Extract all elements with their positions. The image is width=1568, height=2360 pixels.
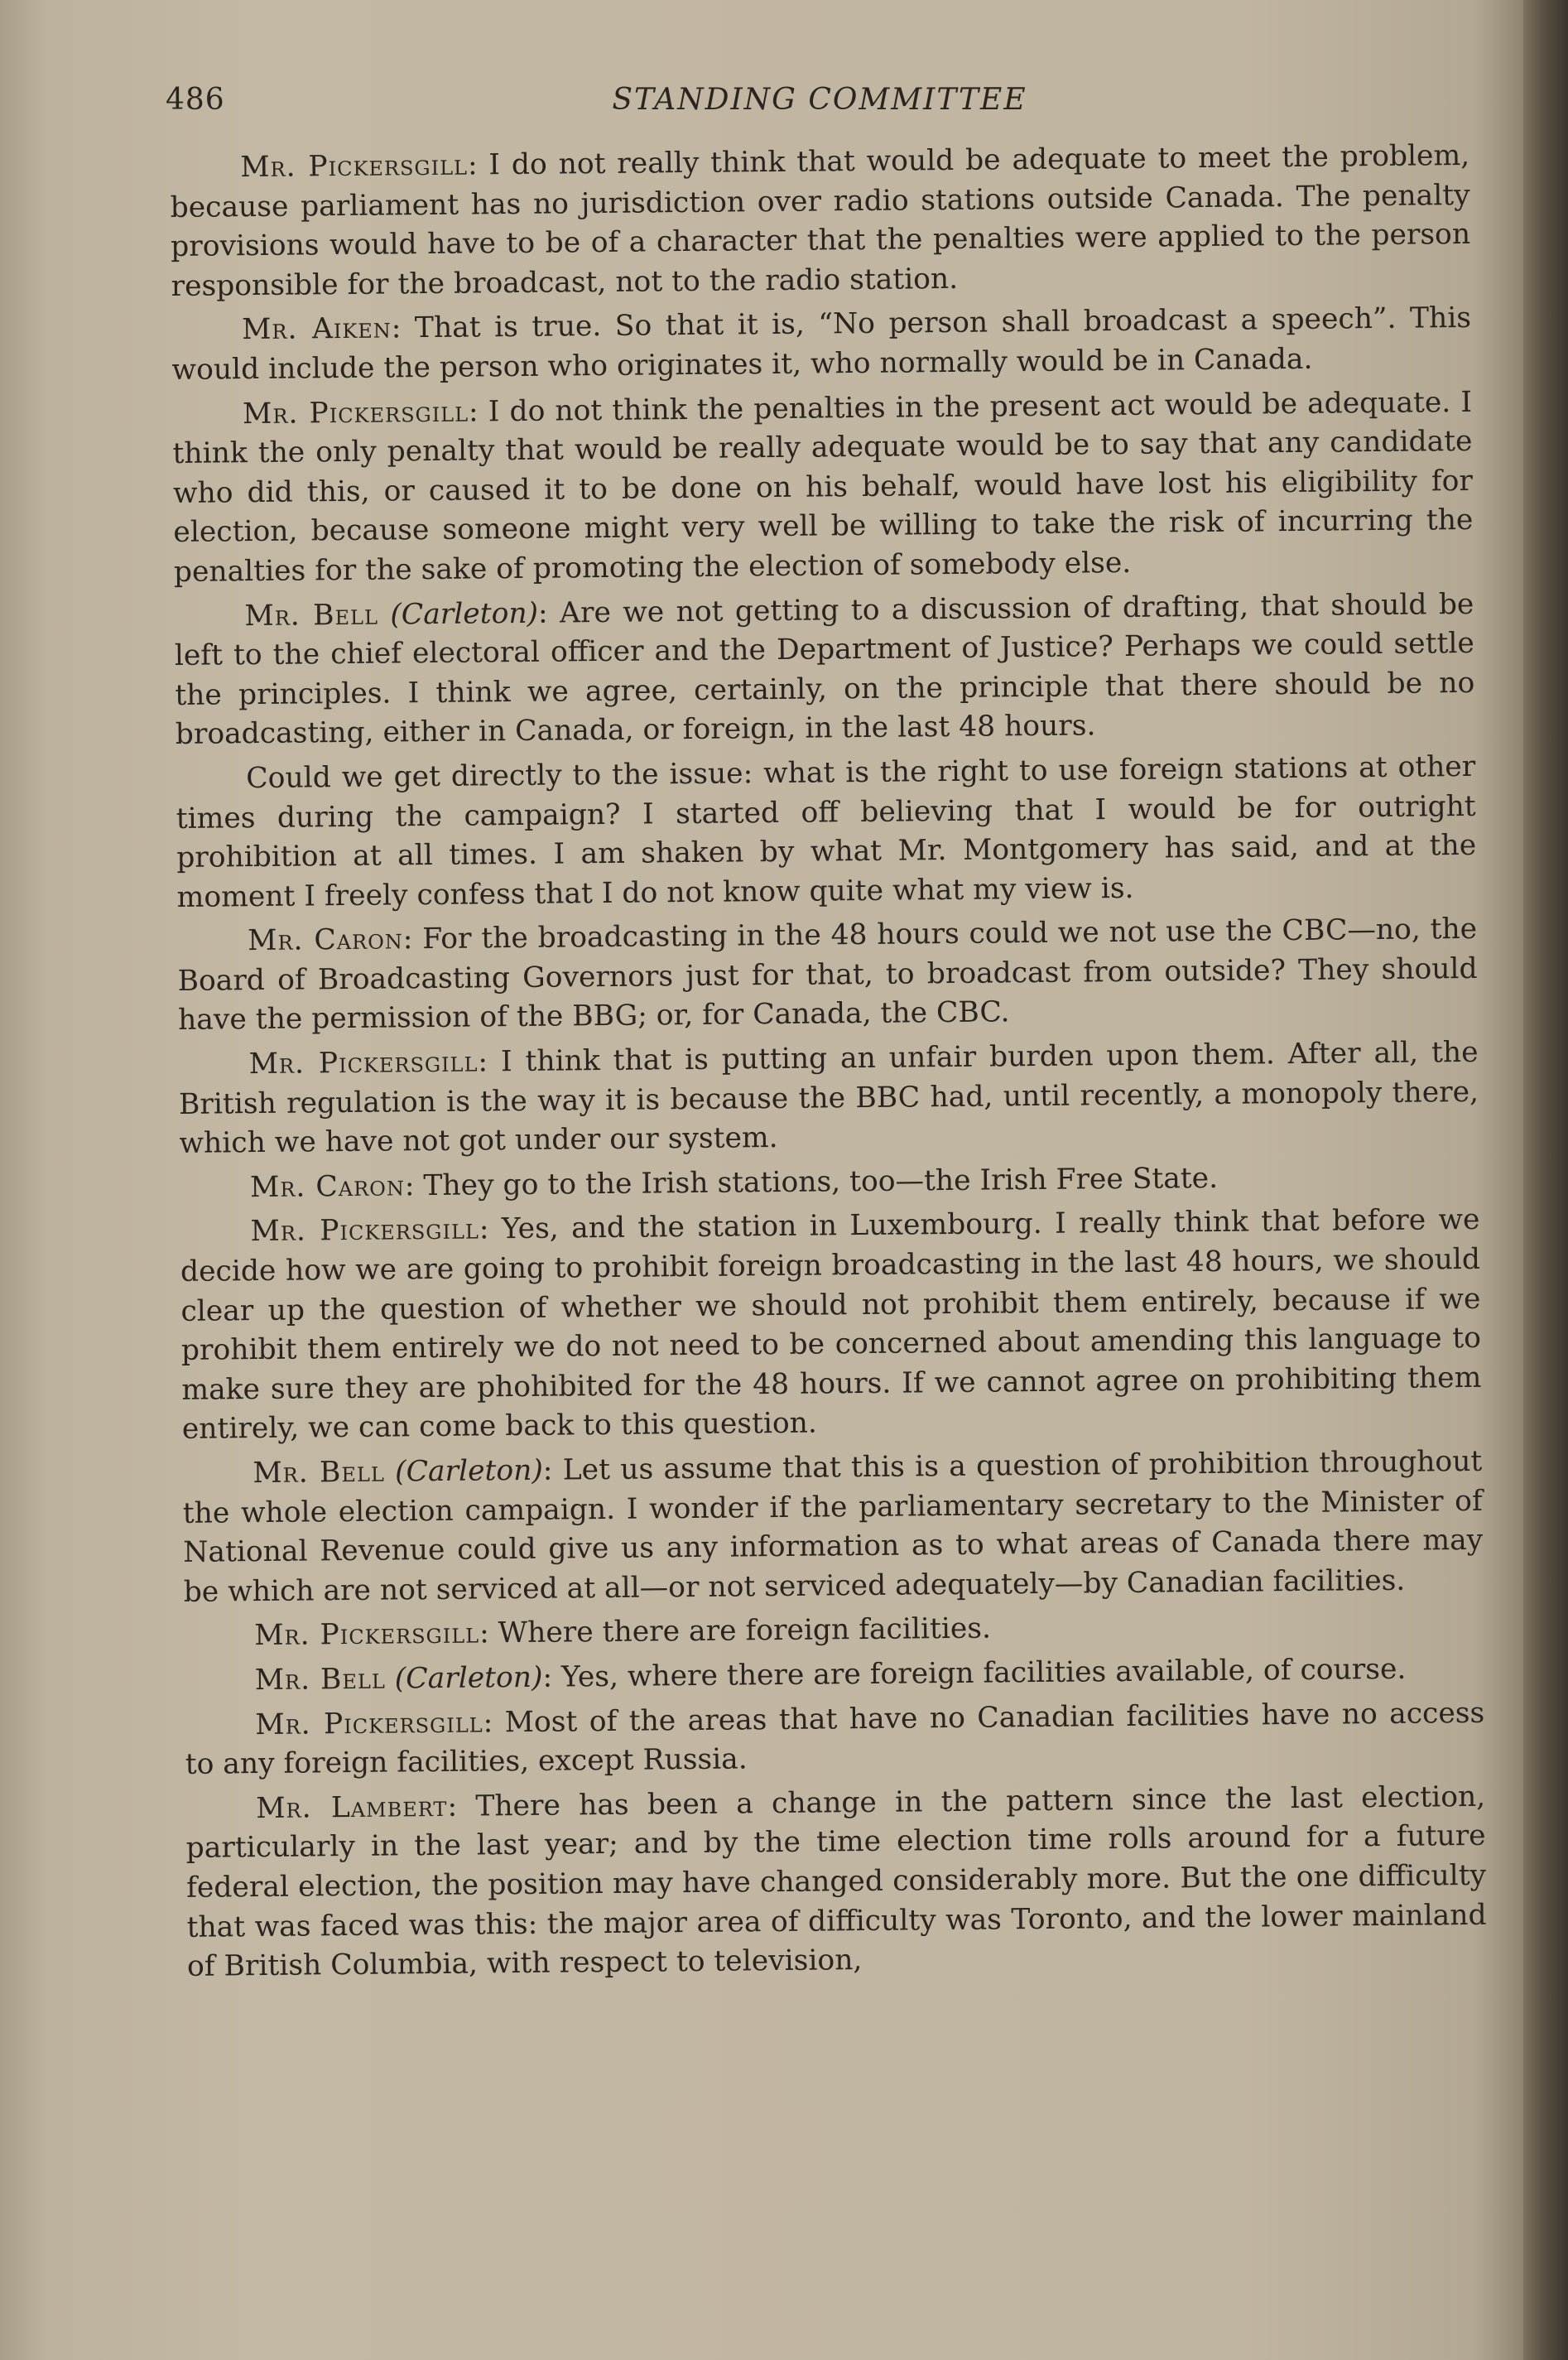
paragraph: Mr. Pickersgill: I do not think the penalties in the present act would be adequate. I think the only penalty that would be really adequate would be to say that any candidate who did this, or caused it to be done on his behalf, would have lost his eligibility for election, because someone might very well be willing to take the risk of incurring the penalties for the sake of promoting the election of somebody else. [172, 385, 1474, 589]
paragraph [176, 748, 1477, 918]
paragraph: Mr. Pickersgill: I do not really think that would be adequate to meet the problem, because parliament has no jurisdiction over radio stations outside Canada. The penalty provisions would have to be of a character that the penalties were applied to the person responsible for the broadcast, not to the radio station. [170, 138, 1471, 303]
speaker-name: Mr. Pickersgill [248, 1045, 479, 1081]
speaker-riding: (Carleton) [394, 1660, 543, 1696]
speaker-name: Mr. Pickersgill [240, 148, 469, 185]
paragraph: Mr. Bell (Carleton): Yes, where there are foreign facilities available, of course. [254, 1652, 1407, 1698]
paragraph-text: Are we not getting to a discussion of drafting, that should be left to the chief electoral officer and the Department of Justice? Perhaps we could settle the principles. I think we agree, certainly, on the principle that there should be no broadcasting, either in Canada, or foreign, in the last 48 hours. [174, 587, 1475, 752]
speaker-name: Mr. Bell [244, 598, 379, 633]
speaker-name: Mr. Caron [247, 922, 404, 958]
speaker-name: Mr. Bell [254, 1662, 387, 1698]
paragraph: Mr. Pickersgill: Where there are foreign facilities. [254, 1611, 992, 1653]
speaker-riding: (Carleton) [390, 596, 539, 631]
paragraph-text: There has been a change in the pattern since the last election, particularly in the last year; and by the time election time rolls around for a future federal election, the position may have changed considerably more. But the one difficulty that was faced was this: the major area of difficulty was Toronto, and the lower mainland of British Columbia, with respect to television, [185, 1780, 1487, 1984]
speaker-name: Mr. Bell [253, 1455, 385, 1491]
paragraph-text: I do not really think that would be adequate to meet the problem, because parliament has no jurisdiction over radio stations outside Canada. The penalty provisions would have to be of a character that the penalties were applied to the person responsible for the broadcast, not to the radio station. [170, 138, 1471, 303]
paragraph-text: That is true. So that it is, “No person shall broadcast a speech”. This would include the person who originates it, who normally would be in Canada. [171, 301, 1472, 387]
paragraph-text: They go to the Irish stations, too—the Irish Free State. [423, 1161, 1219, 1202]
speaker-name: Mr. Pickersgill [250, 1212, 480, 1249]
paragraph: Mr. Pickersgill: I think that is putting an unfair burden upon them. After all, the British regulation is the way it is because the BBC had, until recently, a monopoly there, which we have not got under our system. [178, 1035, 1479, 1161]
page-header [166, 83, 1474, 132]
paragraph-text: Where there are foreign facilities. [498, 1611, 992, 1650]
paragraph-text: I do not think the penalties in the present act would be adequate. I think the only penalty that would be really adequate would be to say that any candidate who did this, or caused it to be done on his behalf, would have lost his eligibility for election, because someone might very well be willing to take the risk of incurring the penalties for the sake of promoting the election of somebody else. [172, 385, 1474, 589]
paragraph: Mr. Lambert: There has been a change in the pattern since the last election, particularly in the last year; and by the time election time rolls around for a future federal election, the position may have changed considerably more. But the one difficulty that was faced was this: the major area of difficulty was Toronto, and the lower mainland of British Columbia, with respect to television, [185, 1780, 1487, 1984]
speaker-riding: (Carleton) [394, 1453, 544, 1489]
running-head: STANDING COMMITTEE [612, 83, 1027, 117]
book-spine-edge [1523, 0, 1568, 2360]
body-text [170, 137, 1487, 1992]
speaker-name: Mr. Caron [249, 1169, 406, 1204]
paragraph-text: Could we get directly to the issue: what is the right to use foreign stations at other times during the campaign? I started off believing that I would be for outright prohibition at all times. I am shaken by what Mr. Montgomery has said, and at the moment I freely confess that I do not know quite what my view is. [176, 749, 1477, 914]
paragraph-text: For the broadcasting in the 48 hours could we not use the CBC—no, the Board of Broadcasting Governors just for that, to broadcast from outside? They should have the permission of the BBG; or, for Canada, the CBC. [177, 913, 1478, 1038]
page-number: 486 [166, 83, 225, 117]
paragraph-text: Let us assume that this is a question of prohibition throughout the whole election campaign. I wonder if the parliamentary secretary to the Minister of National Revenue could give us any information as to what areas of Canada there may be which are not serviced at all—or not serviced adequately—by Canadian facilities. [182, 1444, 1484, 1609]
paragraph-text: I think that is putting an unfair burden upon them. After all, the British regulation is the way it is because the BBC had, until recently, a monopoly there, which we have not got under our system. [178, 1035, 1479, 1161]
speaker-name: Mr. Aiken [241, 311, 392, 347]
paragraph-text: Yes, where there are foreign facilities available, of course. [560, 1652, 1407, 1694]
paragraph: Mr. Aiken: That is true. So that it is, “No person shall broadcast a speech”. This would include the person who originates it, who normally would be in Canada. [171, 301, 1472, 387]
speaker-name: Mr. Pickersgill [242, 395, 469, 431]
speaker-name: Mr. Lambert [256, 1789, 448, 1825]
paragraph: Mr. Caron: For the broadcasting in the 48 hours could we not use the CBC—no, the Board of Broadcasting Governors just for that, to broadcast from outside? They should have the permission of the BBG; or, for Canada, the CBC. [177, 913, 1478, 1038]
paragraph: Mr. Pickersgill: Yes, and the station in Luxembourg. I really think that before we decide how we are going to prohibit foreign broadcasting in the last 48 hours, we should clear up the question of whether we should not prohibit them entirely, because if we prohibit them entirely we do not need to be concerned about amending this language to make sure they are phohibited for the 48 hours. If we cannot agree on prohibiting them entirely, we can come back to this question. [180, 1203, 1482, 1447]
paragraph: Mr. Pickersgill: Most of the areas that have no Canadian facilities have no access to any foreign facilities, except Russia. [185, 1696, 1485, 1782]
speaker-name: Mr. Pickersgill [255, 1706, 483, 1741]
paragraph: Mr. Bell (Carleton): Let us assume that this is a question of prohibition throughout the whole election campaign. I wonder if the parliamentary secretary to the Minister of National Revenue could give us any information as to what areas of Canada there may be which are not serviced at all—or not serviced adequately—by Canadian facilities. [182, 1444, 1484, 1609]
speaker-name: Mr. Pickersgill [254, 1616, 480, 1653]
paragraph-text: Yes, and the station in Luxembourg. I really think that before we decide how we are going to prohibit foreign broadcasting in the last 48 hours, we should clear up the question of whether we should not prohibit them entirely, because if we prohibit them entirely we do not need to be concerned about amending this language to make sure they are phohibited for the 48 hours. If we cannot agree on prohibiting them entirely, we can come back to this question. [180, 1203, 1482, 1447]
paragraph: Mr. Bell (Carleton): Are we not getting to a discussion of drafting, that should be left to the chief electoral officer and the Department of Justice? Perhaps we could settle the principles. I think we agree, certainly, on the principle that there should be no broadcasting, either in Canada, or foreign, in the last 48 hours. [174, 587, 1475, 752]
paragraph-text: Most of the areas that have no Canadian facilities have no access to any foreign facilities, except Russia. [185, 1696, 1485, 1782]
paragraph: Mr. Caron: They go to the Irish stations, too—the Irish Free State. [249, 1161, 1219, 1204]
